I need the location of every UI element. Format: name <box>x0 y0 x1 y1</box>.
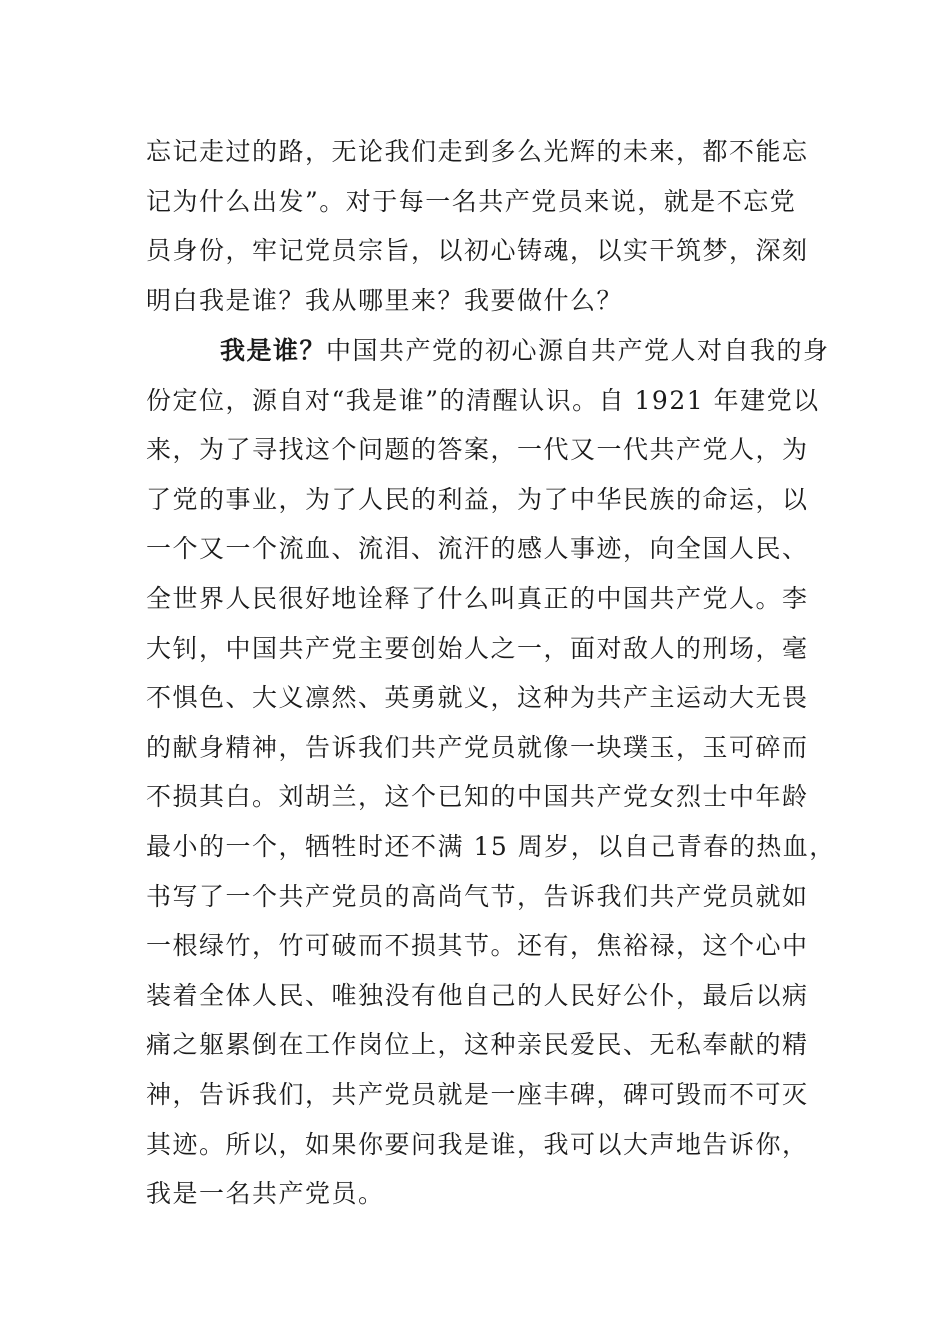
text-line: 一个又一个流血、流泪、流汗的感人事迹，向全国人民、 <box>146 534 809 564</box>
text-line: 忘记走过的路，无论我们走到多么光辉的未来，都不能忘 <box>146 137 809 166</box>
text-line: 不惧色、大义凛然、英勇就义，这种为共产主运动大无畏 <box>146 683 809 713</box>
text-line: 员身份，牢记党员宗旨，以初心铸魂，以实干筑梦，深刻 <box>146 236 809 266</box>
text-line: 记为什么出发”。对于每一名共产党员来说，就是不忘党 <box>146 186 797 216</box>
text-line: 神，告诉我们，共产党员就是一座丰碑，碑可毁而不可灭 <box>146 1079 809 1109</box>
text-segment: 中国共产党的初心源自共产党人对自我的身 <box>326 336 830 365</box>
text-line: 不损其白。刘胡兰，这个已知的中国共产党女烈士中年龄 <box>146 782 809 812</box>
text-line: 来，为了寻找这个问题的答案，一代又一代共产党人，为 <box>146 435 809 465</box>
text-line: 最小的一个，牺牲时还不满 15 周岁，以自己青春的热血， <box>146 831 836 861</box>
text-line: 明白我是谁？我从哪里来？我要做什么？ <box>146 285 624 315</box>
text-line: 其迹。所以，如果你要问我是谁，我可以大声地告诉你， <box>146 1129 809 1159</box>
text-line: 大钊，中国共产党主要创始人之一，面对敌人的刑场，毫 <box>146 633 809 663</box>
text-line: 我是一名共产党员。 <box>146 1179 385 1209</box>
text-line: 书写了一个共产党员的高尚气节，告诉我们共产党员就如 <box>146 881 809 911</box>
bold-heading-question: 我是谁？ <box>220 336 327 365</box>
paragraph-1 <box>146 127 826 325</box>
text-line: 的献身精神，告诉我们共产党员就像一块璞玉，玉可碎而 <box>146 732 809 762</box>
paragraph-first-line <box>146 326 830 376</box>
paragraph-2 <box>146 326 836 1219</box>
text-line: 全世界人民很好地诠释了什么叫真正的中国共产党人。李 <box>146 583 809 613</box>
text-line: 份定位，源自对“我是谁”的清醒认识。自 1921 年建党以 <box>146 385 820 415</box>
text-line: 了党的事业，为了人民的利益，为了中华民族的命运，以 <box>146 484 809 514</box>
text-line: 痛之躯累倒在工作岗位上，这种亲民爱民、无私奉献的精 <box>146 1030 809 1060</box>
text-line: 一根绿竹，竹可破而不损其节。还有，焦裕禄，这个心中 <box>146 931 809 961</box>
text-line: 装着全体人民、唯独没有他自己的人民好公仆，最后以病 <box>146 980 809 1010</box>
